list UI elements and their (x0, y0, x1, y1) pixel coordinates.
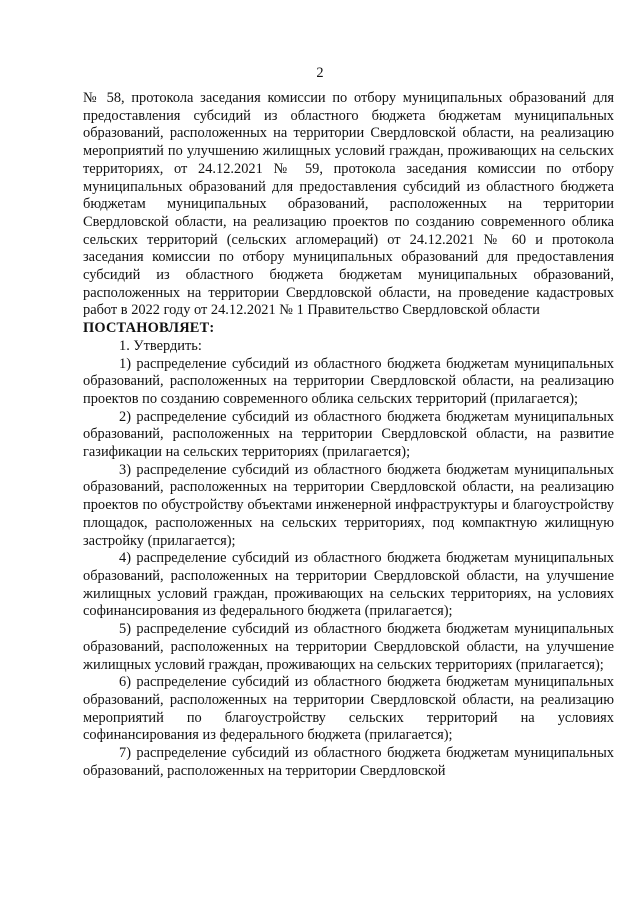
paragraph: 2) распределение субсидий из областного бюджета бюджетам муниципальных образований, расположенных на территории Свердловской области, на развитие газификации на сельских территориях (прилагается); (83, 408, 614, 461)
paragraph: 6) распределение субсидий из областного бюджета бюджетам муниципальных образований, расположенных на территории Свердловской области, на реализацию мероприятий по благоустройству сельских территорий на условиях софинансирования из федерального бюджета (прилагается); (83, 674, 614, 744)
paragraph: 7) распределение субсидий из областного бюджета бюджетам муниципальных образований, расположенных на территории Свердловской (83, 745, 614, 779)
paragraph: 1) распределение субсидий из областного бюджета бюджетам муниципальных образований, расположенных на территории Свердловской области, на реализацию проектов по созданию современного облика сельских территорий (прилагается); (83, 355, 614, 407)
paragraph: 5) распределение субсидий из областного бюджета бюджетам муниципальных образований, расположенных на территории Свердловской области, на улучшение жилищных условий граждан, проживающих на сельских территориях (прилагается); (83, 621, 614, 673)
paragraph: № 58, протокола заседания комиссии по отбору муниципальных образований для предоставления субсидий из областного бюджета бюджетам муниципальных образований, расположенных на территории Свердловской области, на реализацию мероприятий по улучшению жилищных условий граждан, проживающих на сельских территориях, от 24.12.2021 № 59, протокола заседания комиссии по отбору муниципальных образований для предоставления субсидий из областного бюджета бюджетам муниципальных образований, расположенных на территории Свердловской области, на реализацию проектов по созданию современного облика сельских территорий (сельских агломераций) от 24.12.2021 № 60 и протокола заседания комиссии по отбору муниципальных образований для предоставления субсидий из областного бюджета бюджетам муниципальных образований, расположенных на территории Свердловской области, на проведение кадастровых работ в 2022 году от 24.12.2021 № 1 Правительство Свердловской области (83, 90, 614, 319)
paragraph: 4) распределение субсидий из областного бюджета бюджетам муниципальных образований, расположенных на территории Свердловской области, на улучшение жилищных условий граждан, проживающих на сельских территориях, на условиях софинансирования из федерального бюджета (прилагается); (83, 550, 614, 620)
paragraph: 3) распределение субсидий из областного бюджета бюджетам муниципальных образований, расположенных на территории Свердловской области, на реализацию проектов по обустройству объектами инженерной инфраструктуры и благоустройству площадок, расположенных на сельских территориях, под компактную жилищную застройку (прилагается); (83, 461, 614, 549)
resolution-heading: ПОСТАНОВЛЯЕТ: (83, 320, 215, 337)
paragraph: 1. Утвердить: (119, 337, 202, 354)
page-number: 2 (316, 65, 324, 81)
document-body (83, 64, 614, 780)
